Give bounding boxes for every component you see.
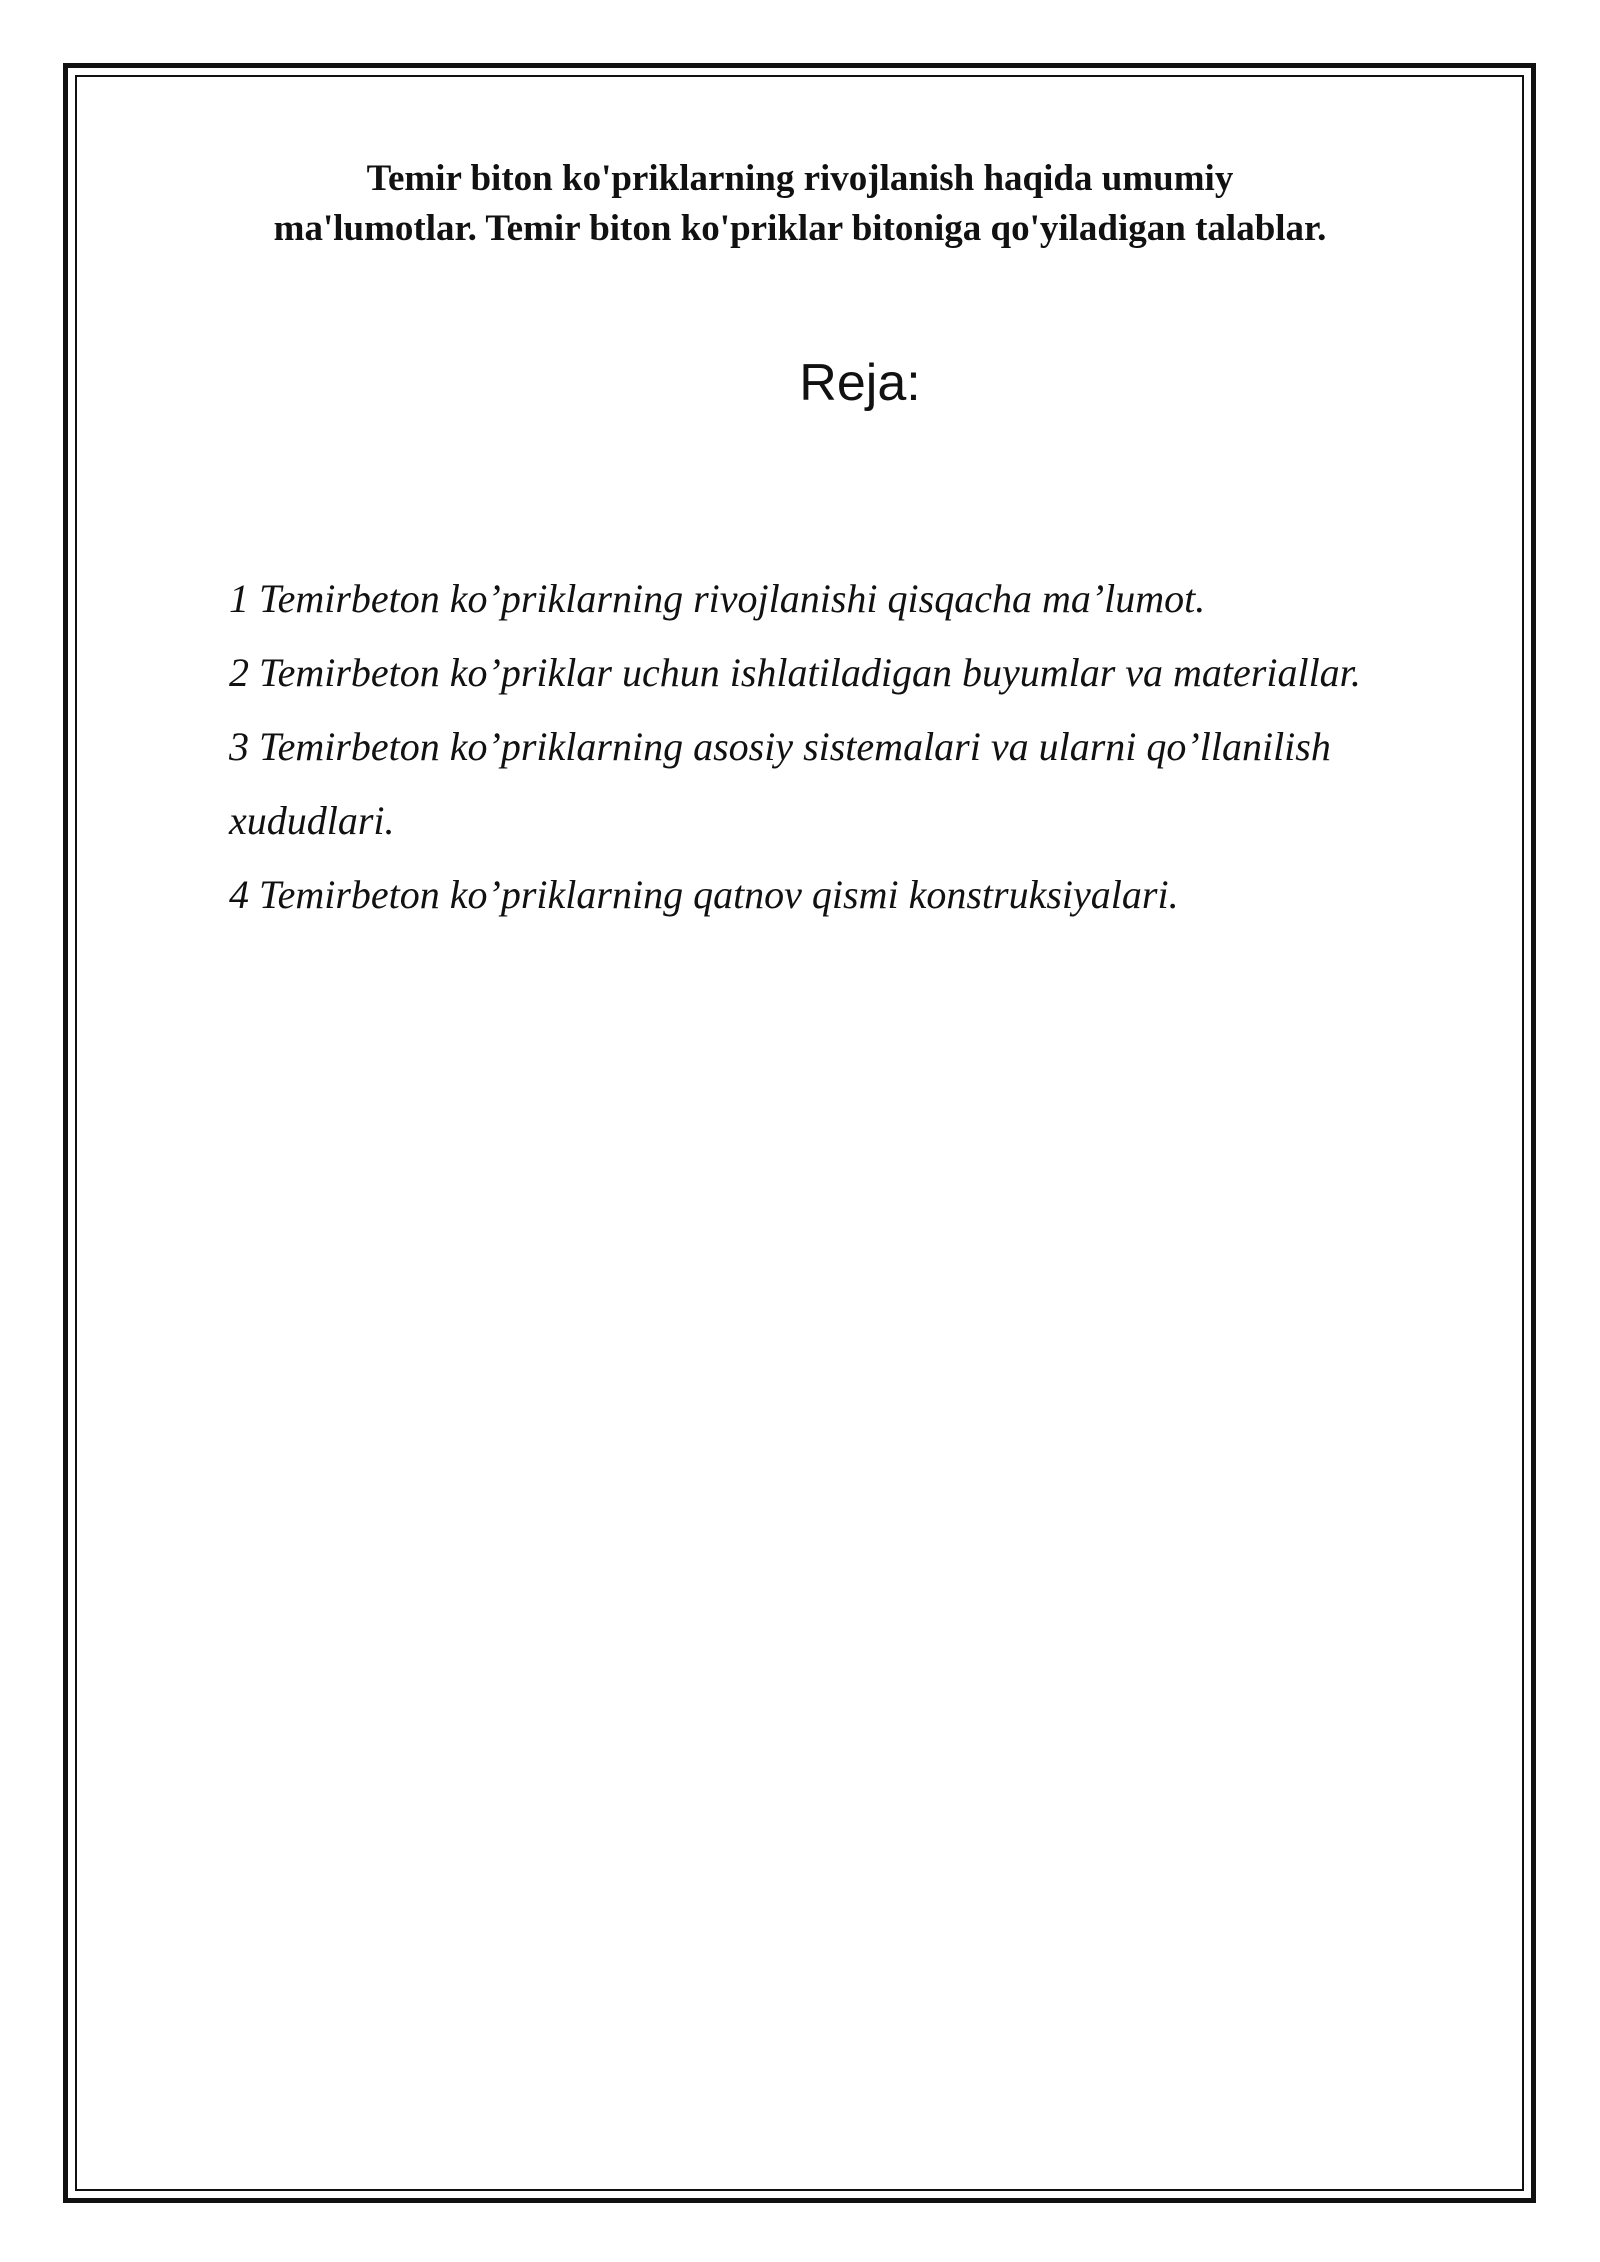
plan-item-3-continued: xududlari.: [229, 798, 395, 843]
document-title-line-1: Temir biton ko'priklarning rivojlanish haqida umumiy: [366, 158, 1234, 199]
plan-item-3: 3 Temirbeton ko’priklarning asosiy sistemalari va ularni qo’llanilish: [229, 724, 1331, 769]
plan-item-2: 2 Temirbeton ko’priklar uchun ishlatiladigan buyumlar va materiallar.: [229, 650, 1361, 695]
plan-item-1: 1 Temirbeton ko’priklarning rivojlanishi qisqacha ma’lumot.: [229, 576, 1206, 621]
plan-list: [229, 562, 1509, 932]
plan-item-4: 4 Temirbeton ko’priklarning qatnov qismi konstruksiyalari.: [229, 872, 1179, 917]
document-title-line-2: ma'lumotlar. Temir biton ko'priklar bitoniga qo'yiladigan talablar.: [273, 208, 1327, 249]
document-title: [200, 154, 1400, 254]
plan-heading: Reja:: [799, 354, 921, 412]
